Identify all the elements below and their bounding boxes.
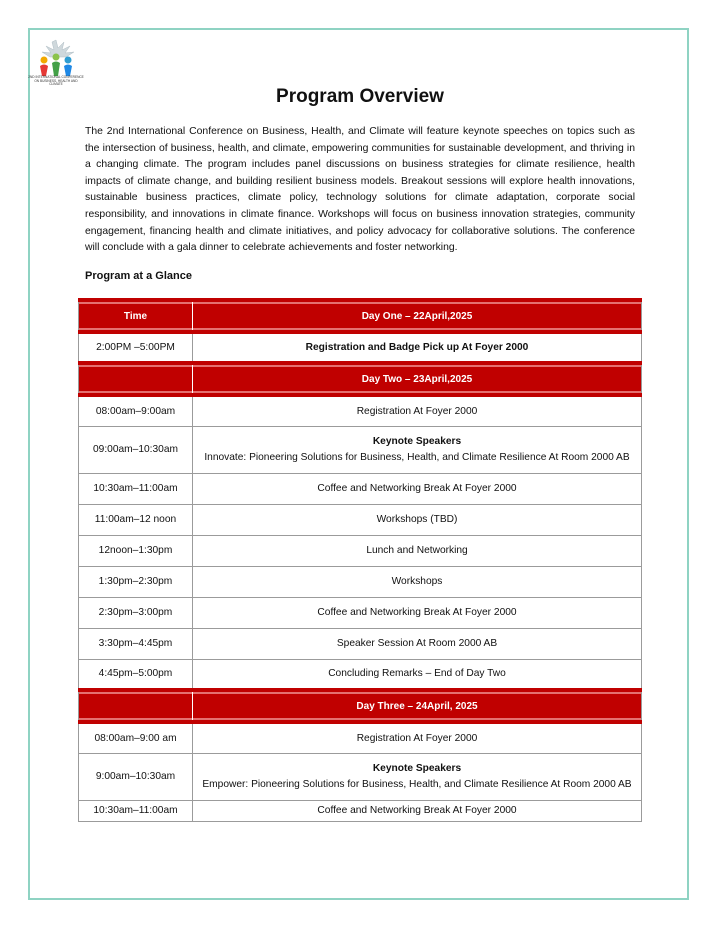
event-cell: Registration At Foyer 2000 bbox=[193, 395, 642, 426]
table-row bbox=[79, 722, 642, 753]
time-cell-empty bbox=[79, 363, 193, 395]
event-cell bbox=[193, 753, 642, 800]
event-cell bbox=[193, 426, 642, 473]
table-row bbox=[79, 535, 642, 566]
time-cell: 09:00am–10:30am bbox=[79, 426, 193, 473]
event-cell: Concluding Remarks – End of Day Two bbox=[193, 659, 642, 690]
table-row bbox=[79, 597, 642, 628]
time-cell: 3:30pm–4:45pm bbox=[79, 628, 193, 659]
event-cell: Workshops bbox=[193, 566, 642, 597]
page-title: Program Overview bbox=[276, 86, 444, 107]
table-row bbox=[79, 800, 642, 821]
time-cell: 2:30pm–3:00pm bbox=[79, 597, 193, 628]
day-three-header-row bbox=[79, 690, 642, 722]
event-cell: Coffee and Networking Break At Foyer 2000 bbox=[193, 597, 642, 628]
table-row bbox=[79, 628, 642, 659]
time-cell: 08:00am–9:00am bbox=[79, 395, 193, 426]
day-one-header: Day One – 22April,2025 bbox=[193, 300, 642, 332]
table-row bbox=[79, 504, 642, 535]
event-cell: Coffee and Networking Break At Foyer 2000 bbox=[193, 473, 642, 504]
time-cell: 08:00am–9:00 am bbox=[79, 722, 193, 753]
table-row bbox=[79, 753, 642, 800]
section-subtitle: Program at a Glance bbox=[85, 270, 192, 282]
figure-head-icon bbox=[53, 54, 60, 61]
table-row bbox=[79, 426, 642, 473]
table-row bbox=[79, 395, 642, 426]
time-column-header: Time bbox=[79, 300, 193, 332]
program-table bbox=[78, 298, 642, 822]
event-title: Keynote Speakers bbox=[372, 762, 462, 774]
event-cell: Registration At Foyer 2000 bbox=[193, 722, 642, 753]
logo-caption: 2ND INTERNATIONAL CONFERENCE ON BUSINESS, HEALTH AND CLIMATE bbox=[28, 75, 84, 87]
event-description: Innovate: Pioneering Solutions for Business, Health, and Climate Resilience At Room 2000 AB bbox=[204, 451, 630, 463]
event-cell: Workshops (TBD) bbox=[193, 504, 642, 535]
event-cell: Speaker Session At Room 2000 AB bbox=[193, 628, 642, 659]
day-three-header: Day Three – 24April, 2025 bbox=[193, 690, 642, 722]
time-cell: 10:30am–11:00am bbox=[79, 473, 193, 504]
day-two-header-row bbox=[79, 363, 642, 395]
event-description: Empower: Pioneering Solutions for Business, Health, and Climate Resilience At Room 2000 AB bbox=[202, 778, 632, 790]
event-cell: Registration and Badge Pick up At Foyer 2000 bbox=[193, 332, 642, 363]
event-cell: Lunch and Networking bbox=[193, 535, 642, 566]
time-cell: 2:00PM –5:00PM bbox=[79, 332, 193, 363]
event-title: Keynote Speakers bbox=[372, 435, 462, 447]
figure-head-icon bbox=[65, 57, 72, 64]
table-row bbox=[79, 473, 642, 504]
intro-paragraph: The 2nd International Conference on Business, Health, and Climate will feature keynote speeches on topics such as the intersection of business, health, and climate, empowering communities for sustainable development, and thriving in a changing climate. The program includes panel discussions on business strategies for climate resilience, health impacts of climate change, and building resilient business models. Breakout sessions will explore health innovations, sustainable business practices, climate policy, technology solutions for climate adaptation, corporate social responsibility, and innovations in climate finance. Workshops will focus on business innovation strategies, community engagement, financing health and climate initiatives, and policy advocacy for collaborative solutions. The conference will conclude with a gala dinner to celebrate achievements and foster networking. bbox=[85, 126, 635, 254]
time-cell-empty bbox=[79, 690, 193, 722]
day-two-header: Day Two – 23April,2025 bbox=[193, 363, 642, 395]
table-row bbox=[79, 659, 642, 690]
figure-head-icon bbox=[41, 57, 48, 64]
event-cell: Coffee and Networking Break At Foyer 2000 bbox=[193, 800, 642, 821]
table-row bbox=[79, 332, 642, 363]
time-cell: 12noon–1:30pm bbox=[79, 535, 193, 566]
time-cell: 9:00am–10:30am bbox=[79, 753, 193, 800]
time-cell: 1:30pm–2:30pm bbox=[79, 566, 193, 597]
time-cell: 10:30am–11:00am bbox=[79, 800, 193, 821]
day-one-header-row bbox=[79, 300, 642, 332]
table-row bbox=[79, 566, 642, 597]
time-cell: 11:00am–12 noon bbox=[79, 504, 193, 535]
time-cell: 4:45pm–5:00pm bbox=[79, 659, 193, 690]
